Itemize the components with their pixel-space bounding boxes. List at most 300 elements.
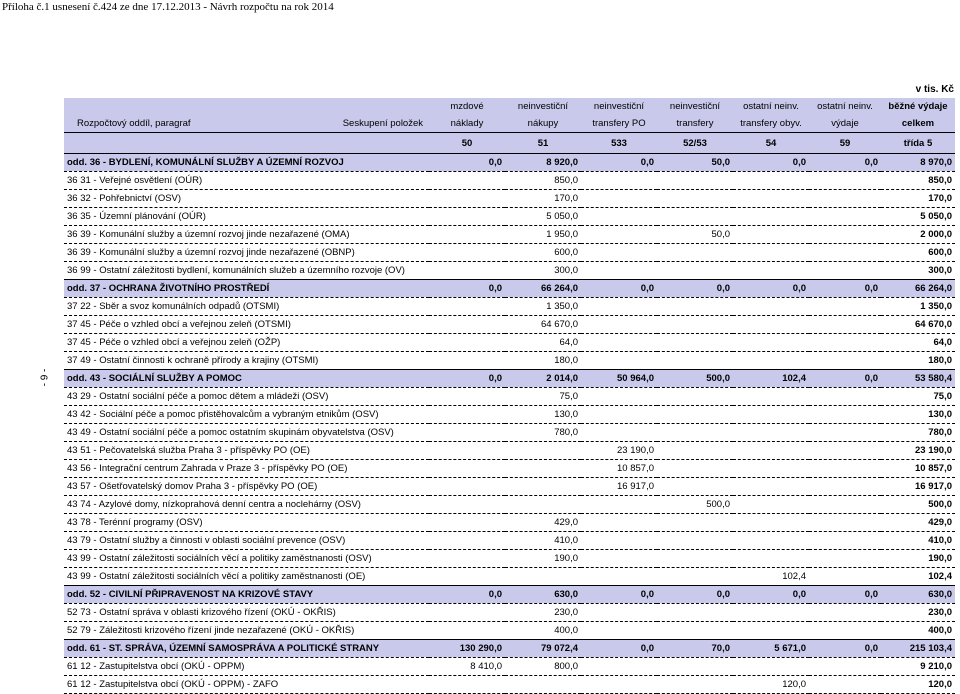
row-total: 8 970,0 [881, 154, 955, 172]
row-value: 0,0 [733, 280, 809, 298]
row-value [733, 622, 809, 640]
row-value: 170,0 [505, 190, 581, 208]
row-value: 0,0 [809, 586, 881, 604]
row-label: odd. 36 - BYDLENÍ, KOMUNÁLNÍ SLUŽBY A ÚZEMNÍ ROZVOJ [64, 154, 429, 172]
row-value [809, 172, 881, 190]
row-total: 66 264,0 [881, 280, 955, 298]
row-value [505, 460, 581, 478]
row-total: 400,0 [881, 622, 955, 640]
row-value: 102,4 [733, 370, 809, 388]
row-value: 5 671,0 [733, 640, 809, 658]
row-value [809, 550, 881, 568]
row-label: 37 22 - Sběr a svoz komunálních odpadů (OTSMI) [64, 298, 429, 316]
col-code: 54 [733, 133, 809, 154]
row-value: 500,0 [657, 370, 733, 388]
col-code: třída 5 [881, 133, 955, 154]
col-header-line1: neinvestiční [581, 98, 657, 115]
row-value [657, 676, 733, 694]
row-value: 800,0 [505, 658, 581, 676]
col-code: 52/53 [657, 133, 733, 154]
row-label-right: Seskupení položek [342, 118, 423, 129]
row-value [429, 388, 505, 406]
col-code: 51 [505, 133, 581, 154]
row-label: odd. 43 - SOCIÁLNÍ SLUŽBY A POMOC [64, 370, 429, 388]
table-row [64, 658, 955, 676]
row-value [733, 604, 809, 622]
row-value: 79 072,4 [505, 640, 581, 658]
row-value: 50,0 [657, 226, 733, 244]
col-header-line2: transfery [657, 115, 733, 133]
row-label: 37 45 - Péče o vzhled obcí a veřejnou zeleň (OŽP) [64, 334, 429, 352]
row-value: 180,0 [505, 352, 581, 370]
row-value [733, 388, 809, 406]
row-label: 43 74 - Azylové domy, nízkoprahová denní centra a noclehárny (OSV) [64, 496, 429, 514]
row-label: 43 29 - Ostatní sociální péče a pomoc dětem a mládeži (OSV) [64, 388, 429, 406]
table-row [64, 298, 955, 316]
row-value: 300,0 [505, 262, 581, 280]
row-value [809, 460, 881, 478]
table-row [64, 460, 955, 478]
row-value: 130,0 [505, 406, 581, 424]
row-value [657, 190, 733, 208]
row-value [429, 496, 505, 514]
row-value: 0,0 [657, 280, 733, 298]
row-value: 0,0 [429, 280, 505, 298]
row-value [733, 478, 809, 496]
row-value [429, 442, 505, 460]
row-value [581, 406, 657, 424]
row-value [809, 244, 881, 262]
col-code: 50 [429, 133, 505, 154]
row-value [657, 460, 733, 478]
row-total: 23 190,0 [881, 442, 955, 460]
row-value [429, 316, 505, 334]
row-value [809, 208, 881, 226]
row-total: 500,0 [881, 496, 955, 514]
row-value [733, 262, 809, 280]
row-value: 2 014,0 [505, 370, 581, 388]
row-value [733, 244, 809, 262]
row-value [505, 676, 581, 694]
row-value [505, 496, 581, 514]
row-value: 0,0 [809, 280, 881, 298]
row-value: 0,0 [581, 586, 657, 604]
row-value [429, 478, 505, 496]
col-header-line2: transfery obyv. [733, 115, 809, 133]
row-value: 64 670,0 [505, 316, 581, 334]
row-value [809, 622, 881, 640]
row-value [809, 352, 881, 370]
table-row [64, 226, 955, 244]
row-value [809, 532, 881, 550]
col-header-line1: ostatní neinv. [809, 98, 881, 115]
row-value [657, 424, 733, 442]
row-value [809, 658, 881, 676]
col-header-line1: neinvestiční [657, 98, 733, 115]
row-total: 2 000,0 [881, 226, 955, 244]
table-row [64, 334, 955, 352]
row-value: 400,0 [505, 622, 581, 640]
row-value [429, 550, 505, 568]
row-label: 43 42 - Sociální péče a pomoc přistěhovalcům a vybraným etnikům (OSV) [64, 406, 429, 424]
row-value [733, 172, 809, 190]
row-value [581, 298, 657, 316]
table-row [64, 532, 955, 550]
row-value [657, 262, 733, 280]
row-value [809, 226, 881, 244]
row-value [809, 424, 881, 442]
row-value [429, 604, 505, 622]
col-header-line2: nákupy [505, 115, 581, 133]
row-value [733, 532, 809, 550]
row-value [429, 568, 505, 586]
section-row [64, 154, 955, 172]
row-total: 180,0 [881, 352, 955, 370]
row-value [809, 514, 881, 532]
section-row [64, 280, 955, 298]
row-value [657, 388, 733, 406]
row-total: 9 210,0 [881, 658, 955, 676]
col-header-line2: transfery PO [581, 115, 657, 133]
col-header-line2: výdaje [809, 115, 881, 133]
row-value: 66 264,0 [505, 280, 581, 298]
row-value: 23 190,0 [581, 442, 657, 460]
row-value [657, 352, 733, 370]
row-value [657, 244, 733, 262]
row-label: odd. 37 - OCHRANA ŽIVOTNÍHO PROSTŘEDÍ [64, 280, 429, 298]
row-total: 64,0 [881, 334, 955, 352]
row-value [733, 226, 809, 244]
table-row [64, 388, 955, 406]
row-total: 53 580,4 [881, 370, 955, 388]
col-code: 59 [809, 133, 881, 154]
header-row-1 [64, 98, 955, 115]
section-row [64, 370, 955, 388]
table-row [64, 352, 955, 370]
row-value [733, 334, 809, 352]
col-header-line2: náklady [429, 115, 505, 133]
row-value [581, 514, 657, 532]
col-header-line1: ostatní neinv. [733, 98, 809, 115]
table-row [64, 244, 955, 262]
table-row [64, 406, 955, 424]
section-row [64, 640, 955, 658]
row-total: 230,0 [881, 604, 955, 622]
row-value: 1 350,0 [505, 298, 581, 316]
row-value [733, 190, 809, 208]
row-value [505, 478, 581, 496]
table-row [64, 604, 955, 622]
row-value [429, 460, 505, 478]
row-value: 0,0 [733, 586, 809, 604]
row-total: 1 350,0 [881, 298, 955, 316]
row-value: 410,0 [505, 532, 581, 550]
row-value [657, 478, 733, 496]
row-value: 5 050,0 [505, 208, 581, 226]
row-total: 102,4 [881, 568, 955, 586]
row-value [809, 334, 881, 352]
row-value: 0,0 [429, 370, 505, 388]
row-value [429, 172, 505, 190]
row-value: 8 410,0 [429, 658, 505, 676]
row-label-header [64, 115, 429, 133]
row-total: 130,0 [881, 406, 955, 424]
row-value [429, 226, 505, 244]
row-value [581, 496, 657, 514]
row-value: 1 950,0 [505, 226, 581, 244]
row-value: 850,0 [505, 172, 581, 190]
row-total: 850,0 [881, 172, 955, 190]
row-value [657, 550, 733, 568]
row-value: 0,0 [429, 154, 505, 172]
row-value: 0,0 [429, 586, 505, 604]
row-value [581, 334, 657, 352]
row-value [581, 622, 657, 640]
row-value: 130 290,0 [429, 640, 505, 658]
row-value [429, 406, 505, 424]
row-value [657, 316, 733, 334]
row-value: 0,0 [809, 370, 881, 388]
row-value [581, 208, 657, 226]
row-value [809, 316, 881, 334]
row-value [657, 622, 733, 640]
row-label: 43 99 - Ostatní záležitosti sociálních věcí a politiky zaměstnanosti (OE) [64, 568, 429, 586]
row-label: 61 12 - Zastupitelstva obcí (OKÚ - OPPM) - ZAFO [64, 676, 429, 694]
header-row-2 [64, 115, 955, 133]
row-label: 36 35 - Územní plánování (OÚR) [64, 208, 429, 226]
row-value [809, 604, 881, 622]
row-value [809, 190, 881, 208]
row-value: 230,0 [505, 604, 581, 622]
document-header: Příloha č.1 usnesení č.424 ze dne 17.12.2013 - Návrh rozpočtu na rok 2014 [2, 1, 334, 13]
row-value: 500,0 [657, 496, 733, 514]
row-value [733, 442, 809, 460]
row-value [733, 460, 809, 478]
row-total: 630,0 [881, 586, 955, 604]
row-value [581, 262, 657, 280]
row-label: 43 56 - Integrační centrum Zahrada v Praze 3 - příspěvky PO (OE) [64, 460, 429, 478]
row-value [657, 334, 733, 352]
unit-label: v tis. Kč [915, 84, 954, 95]
table-row [64, 190, 955, 208]
row-value [581, 172, 657, 190]
row-value [809, 298, 881, 316]
row-value [429, 424, 505, 442]
row-label-left: Rozpočtový oddíl, paragraf [77, 118, 191, 129]
row-value [733, 514, 809, 532]
row-value: 0,0 [657, 586, 733, 604]
row-value [809, 568, 881, 586]
row-label: 36 31 - Veřejné osvětlení (OÚR) [64, 172, 429, 190]
row-total: 64 670,0 [881, 316, 955, 334]
row-total: 16 917,0 [881, 478, 955, 496]
row-value [429, 262, 505, 280]
row-value [581, 604, 657, 622]
row-value [657, 568, 733, 586]
row-value [809, 262, 881, 280]
row-value: 50,0 [657, 154, 733, 172]
col-header-line1: mzdové [429, 98, 505, 115]
row-total: 75,0 [881, 388, 955, 406]
table-row [64, 424, 955, 442]
row-label: 43 49 - Ostatní sociální péče a pomoc ostatním skupinám obyvatelstva (OSV) [64, 424, 429, 442]
row-value [657, 208, 733, 226]
row-value [581, 676, 657, 694]
row-value [733, 406, 809, 424]
header-blank [64, 98, 429, 115]
row-value [429, 352, 505, 370]
row-label: odd. 61 - ST. SPRÁVA, ÚZEMNÍ SAMOSPRÁVA A POLITICKÉ STRANY [64, 640, 429, 658]
row-label: odd. 52 - CIVILNÍ PŘIPRAVENOST NA KRIZOVÉ STAVY [64, 586, 429, 604]
row-value [657, 442, 733, 460]
row-value: 8 920,0 [505, 154, 581, 172]
row-total: 780,0 [881, 424, 955, 442]
row-value [809, 676, 881, 694]
row-total: 120,0 [881, 676, 955, 694]
row-value [733, 658, 809, 676]
row-label: 43 57 - Ošetřovatelský domov Praha 3 - příspěvky PO (OE) [64, 478, 429, 496]
row-value [657, 514, 733, 532]
row-value [429, 676, 505, 694]
row-label: 61 12 - Zastupitelstva obcí (OKÚ - OPPM) [64, 658, 429, 676]
row-label: 37 49 - Ostatní činnosti k ochraně přírody a krajiny (OTSMI) [64, 352, 429, 370]
row-value: 0,0 [809, 154, 881, 172]
table-row [64, 550, 955, 568]
row-value: 600,0 [505, 244, 581, 262]
row-value [809, 496, 881, 514]
row-value [581, 658, 657, 676]
row-value [581, 190, 657, 208]
row-value [429, 298, 505, 316]
row-value [581, 532, 657, 550]
row-label: 52 73 - Ostatní správa v oblasti krizového řízení (OKÚ - OKŘIS) [64, 604, 429, 622]
row-value [429, 190, 505, 208]
row-value [429, 244, 505, 262]
row-value [733, 298, 809, 316]
row-total: 410,0 [881, 532, 955, 550]
table-row [64, 208, 955, 226]
row-value: 50 964,0 [581, 370, 657, 388]
table-row [64, 172, 955, 190]
row-value: 16 917,0 [581, 478, 657, 496]
row-value [809, 442, 881, 460]
header-codes-blank [64, 133, 429, 154]
col-code: 533 [581, 133, 657, 154]
row-value: 429,0 [505, 514, 581, 532]
col-header-line1: běžné výdaje [881, 98, 955, 115]
row-value [581, 352, 657, 370]
header-codes-row [64, 133, 955, 154]
row-value [581, 226, 657, 244]
col-header-line2: celkem [881, 115, 955, 133]
row-total: 215 103,4 [881, 640, 955, 658]
row-value: 102,4 [733, 568, 809, 586]
row-value [657, 172, 733, 190]
row-value: 0,0 [581, 154, 657, 172]
row-label: 43 79 - Ostatní služby a činnosti v oblasti sociální prevence (OSV) [64, 532, 429, 550]
table-row [64, 262, 955, 280]
row-value: 0,0 [809, 640, 881, 658]
row-total: 170,0 [881, 190, 955, 208]
row-value: 10 857,0 [581, 460, 657, 478]
budget-table [64, 98, 955, 694]
row-value [657, 298, 733, 316]
row-value [581, 388, 657, 406]
row-value: 120,0 [733, 676, 809, 694]
page-number: - 9 - [39, 368, 51, 387]
row-label: 36 39 - Komunální služby a územní rozvoj jinde nezařazené (OBNP) [64, 244, 429, 262]
table-row [64, 622, 955, 640]
row-total: 10 857,0 [881, 460, 955, 478]
row-label: 36 39 - Komunální služby a územní rozvoj jinde nezařazené (OMA) [64, 226, 429, 244]
row-total: 5 050,0 [881, 208, 955, 226]
row-label: 52 79 - Záležitosti krizového řízení jinde nezařazené (OKÚ - OKŘIS) [64, 622, 429, 640]
row-value: 190,0 [505, 550, 581, 568]
row-label: 36 99 - Ostatní záležitosti bydlení, komunálních služeb a územního rozvoje (OV) [64, 262, 429, 280]
row-value [657, 604, 733, 622]
row-value [733, 208, 809, 226]
table-row [64, 568, 955, 586]
row-value [429, 532, 505, 550]
table-row [64, 316, 955, 334]
table-row [64, 478, 955, 496]
row-label: 43 99 - Ostatní záležitosti sociálních věcí a politiky zaměstnanosti (OSV) [64, 550, 429, 568]
row-value: 0,0 [581, 640, 657, 658]
table-row [64, 514, 955, 532]
row-value [581, 244, 657, 262]
row-value [581, 568, 657, 586]
row-value [581, 550, 657, 568]
row-label: 36 32 - Pohřebnictví (OSV) [64, 190, 429, 208]
row-value [505, 442, 581, 460]
row-value [429, 514, 505, 532]
row-label: 37 45 - Péče o vzhled obcí a veřejnou zeleň (OTSMI) [64, 316, 429, 334]
row-value [733, 496, 809, 514]
row-value [733, 352, 809, 370]
section-row [64, 586, 955, 604]
row-value [733, 550, 809, 568]
row-value: 70,0 [657, 640, 733, 658]
row-value: 64,0 [505, 334, 581, 352]
row-value [429, 622, 505, 640]
row-value [429, 208, 505, 226]
row-value [657, 658, 733, 676]
row-label: 43 51 - Pečovatelská služba Praha 3 - příspěvky PO (OE) [64, 442, 429, 460]
row-value [733, 424, 809, 442]
col-header-line1: neinvestiční [505, 98, 581, 115]
row-total: 190,0 [881, 550, 955, 568]
row-value [733, 316, 809, 334]
row-value [581, 424, 657, 442]
row-value: 0,0 [581, 280, 657, 298]
row-total: 429,0 [881, 514, 955, 532]
row-value [429, 334, 505, 352]
row-value [809, 388, 881, 406]
row-value: 75,0 [505, 388, 581, 406]
row-value [809, 478, 881, 496]
table-row [64, 676, 955, 694]
row-value [657, 532, 733, 550]
row-value [581, 316, 657, 334]
row-value [809, 406, 881, 424]
row-value: 630,0 [505, 586, 581, 604]
row-value: 0,0 [733, 154, 809, 172]
table-row [64, 496, 955, 514]
row-value [505, 568, 581, 586]
row-value [657, 406, 733, 424]
row-total: 300,0 [881, 262, 955, 280]
row-value: 780,0 [505, 424, 581, 442]
